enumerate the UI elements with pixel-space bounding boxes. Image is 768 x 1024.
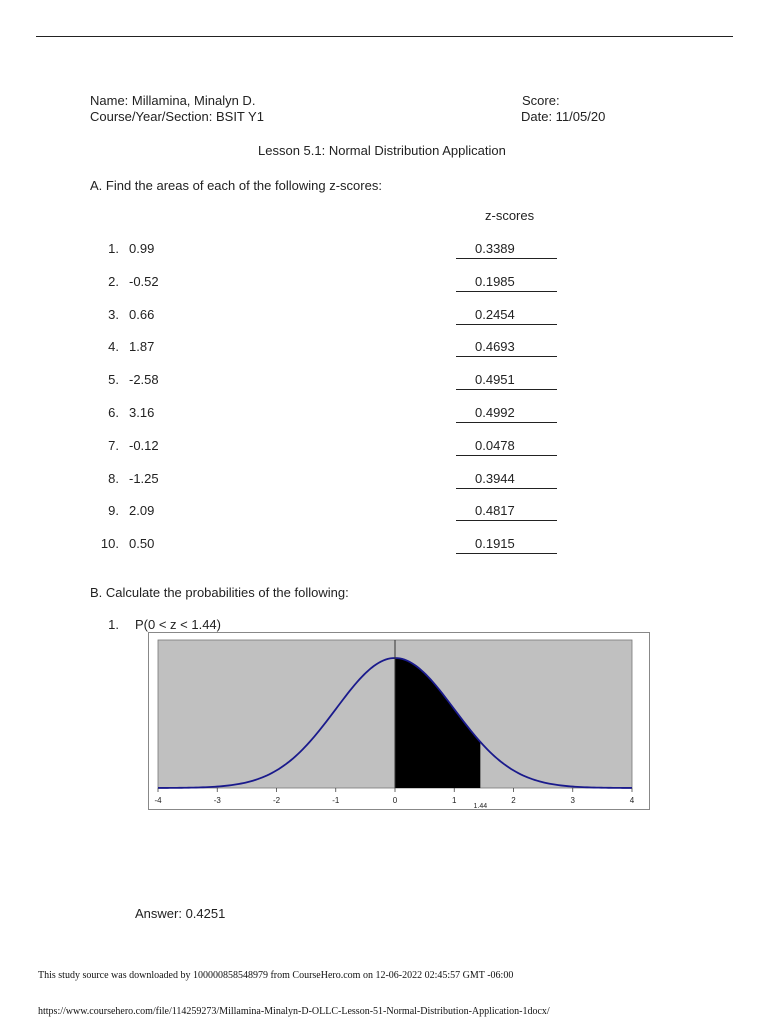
x-tick-label: 1 <box>452 796 457 805</box>
question-text: P(0 < z < 1.44) <box>135 617 221 632</box>
item-number: 9. <box>108 503 119 518</box>
z-value: -0.52 <box>129 274 159 289</box>
score-label: Score: <box>522 93 560 108</box>
area-answer <box>456 438 557 456</box>
part-a-instruction: A. Find the areas of each of the following z-scores: <box>90 178 382 193</box>
area-answer <box>456 372 557 390</box>
z-value: 1.87 <box>129 339 155 354</box>
x-tick-label: 3 <box>570 796 575 805</box>
x-tick-label: 0 <box>392 796 398 805</box>
z-value: 0.66 <box>129 307 155 322</box>
area-value: 0.4817 <box>475 503 515 518</box>
area-value: 0.2454 <box>475 307 515 322</box>
lesson-title: Lesson 5.1: Normal Distribution Application <box>258 143 506 158</box>
course-year-section: Course/Year/Section: BSIT Y1 <box>90 109 264 124</box>
z-value: -2.58 <box>129 372 159 387</box>
item-number: 5. <box>108 372 119 387</box>
item-number: 6. <box>108 405 119 420</box>
area-value: 0.1915 <box>475 536 515 551</box>
x-tick-label: -4 <box>154 796 162 805</box>
answer: Answer: 0.4251 <box>135 906 226 921</box>
z-value: 0.50 <box>129 536 155 551</box>
area-answer <box>456 405 557 423</box>
area-value: 0.1985 <box>475 274 515 289</box>
item-number: 2. <box>108 274 119 289</box>
area-answer <box>456 274 557 292</box>
item-number: 3. <box>108 307 119 322</box>
area-value: 0.0478 <box>475 438 515 453</box>
part-b-instruction: B. Calculate the probabilities of the following: <box>90 585 349 600</box>
area-answer <box>456 339 557 357</box>
area-answer <box>456 503 557 521</box>
source-note: This study source was downloaded by 100000858548979 from CourseHero.com on 12-06-2022 02:45:57 GMT -06:00 <box>38 970 514 981</box>
date: Date: 11/05/20 <box>521 109 606 124</box>
area-answer <box>456 536 557 554</box>
x-tick-label: 2 <box>511 796 516 805</box>
area-answer <box>456 241 557 259</box>
item-number: 7. <box>108 438 119 453</box>
x-tick-label: -3 <box>213 796 221 805</box>
top-rule <box>36 36 733 37</box>
z-value: 2.09 <box>129 503 155 518</box>
student-name: Name: Millamina, Minalyn D. <box>90 93 256 108</box>
area-value: 0.4951 <box>475 372 515 387</box>
area-value: 0.3944 <box>475 471 515 486</box>
source-url: https://www.coursehero.com/file/114259273/Millamina-Minalyn-D-OLLC-Lesson-51-Normal-Distribution-Application-1docx/ <box>38 1006 550 1017</box>
x-tick-label: -2 <box>272 796 281 805</box>
z-value: -0.12 <box>129 438 159 453</box>
shaded-boundary-label: 1.44 <box>473 803 488 810</box>
x-tick-label: -1 <box>332 796 340 805</box>
x-tick-label: 4 <box>629 796 635 805</box>
z-value: 3.16 <box>129 405 155 420</box>
area-value: 0.4693 <box>475 339 515 354</box>
item-number: 4. <box>108 339 119 354</box>
area-answer <box>456 307 557 325</box>
area-value: 0.3389 <box>475 241 515 256</box>
question-number: 1. <box>108 617 119 632</box>
item-number: 8. <box>108 471 119 486</box>
z-value: 0.99 <box>129 241 155 256</box>
area-answer <box>456 471 557 489</box>
normal-distribution-chart <box>148 632 650 810</box>
z-scores-column-header: z-scores <box>485 208 535 223</box>
item-number: 10. <box>100 536 119 551</box>
item-number: 1. <box>108 241 119 256</box>
area-value: 0.4992 <box>475 405 515 420</box>
z-value: -1.25 <box>129 471 159 486</box>
